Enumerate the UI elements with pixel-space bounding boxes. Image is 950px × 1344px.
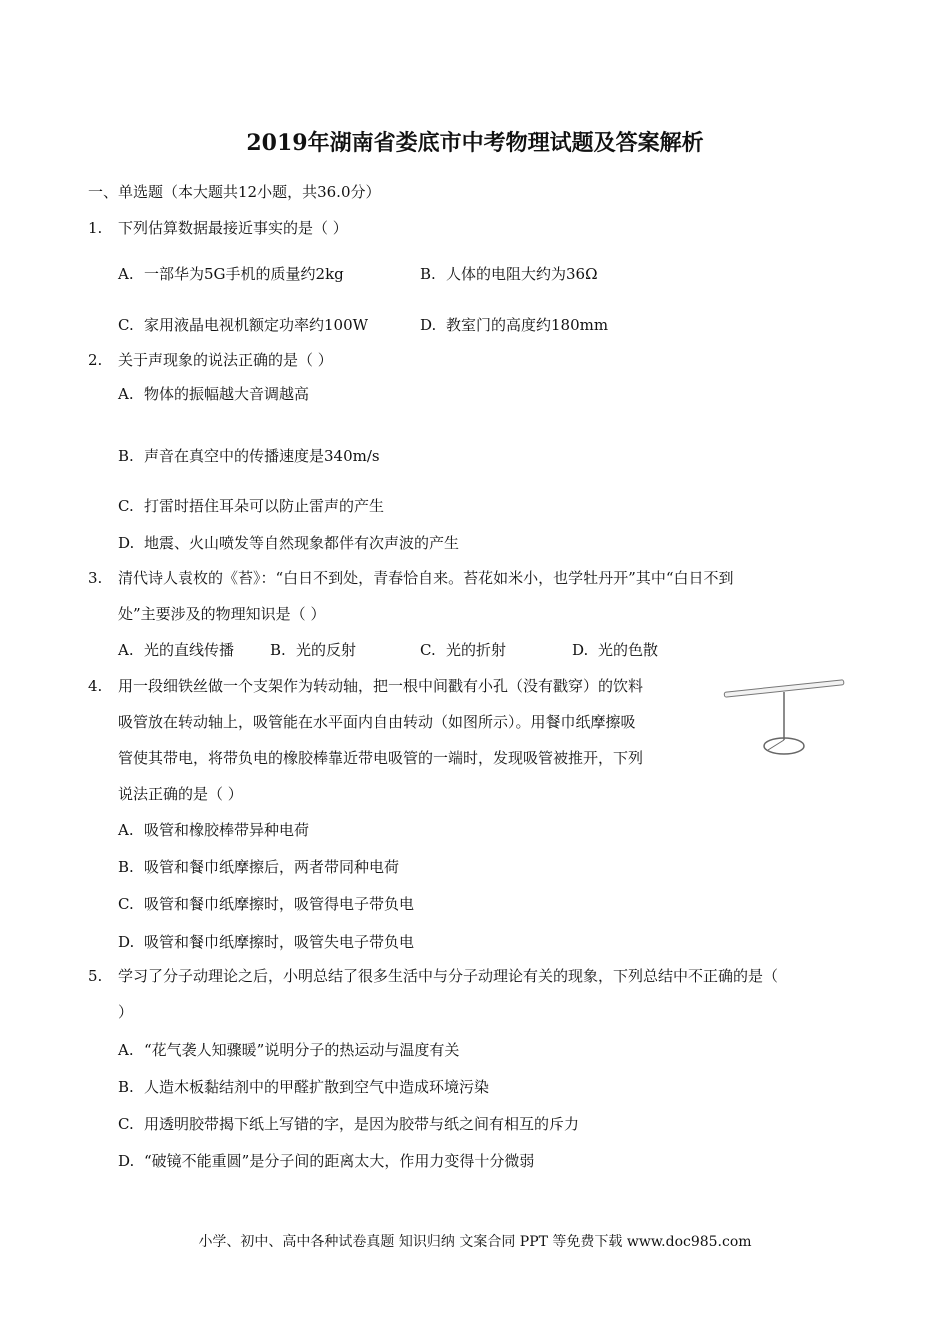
question-4-text-line4: 说法正确的是（ ） [118, 785, 243, 803]
q5-option-d: D. “破镜不能重圆”是分子间的距离太大，作用力变得十分微弱 [118, 1152, 535, 1170]
q1-option-c: C. 家用液晶电视机额定功率约100W [118, 316, 369, 334]
question-1-number: 1. [88, 219, 103, 237]
section-heading: 一、单选题（本大题共12小题，共36.0分） [88, 183, 381, 201]
q2-option-a: A. 物体的振幅越大音调越高 [118, 385, 310, 403]
question-3-text-line1: 清代诗人袁枚的《苔》：“白日不到处，青春恰自来。苔花如米小，也学牡丹开”其中“白日不到 [118, 569, 734, 587]
question-3-number: 3. [88, 569, 103, 587]
question-4-text-line3: 管使其带电，将带负电的橡胶棒靠近带电吸管的一端时，发现吸管被推开，下列 [118, 749, 644, 767]
q5-option-a: A. “花气袭人知骤暖”说明分子的热运动与温度有关 [118, 1041, 460, 1059]
question-4-text-line2: 吸管放在转动轴上，吸管能在水平面内自由转动（如图所示）。用餐巾纸摩擦吸 [118, 713, 636, 731]
question-3-text-line2: 处”主要涉及的物理知识是（ ） [118, 605, 326, 623]
q5-option-c: C. 用透明胶带揭下纸上写错的字，是因为胶带与纸之间有相互的斥力 [118, 1115, 580, 1133]
q5-option-b: B. 人造木板黏结剂中的甲醛扩散到空气中造成环境污染 [118, 1078, 490, 1096]
q4-option-d: D. 吸管和餐巾纸摩擦时，吸管失电子带负电 [118, 933, 415, 951]
q4-option-a: A. 吸管和橡胶棒带异种电荷 [118, 821, 310, 839]
question-2-number: 2. [88, 351, 103, 369]
q2-option-b: B. 声音在真空中的传播速度是340m/s [118, 447, 380, 465]
q1-option-a: A. 一部华为5G手机的质量约2kg [118, 265, 344, 283]
q3-option-a: A. 光的直线传播 [118, 641, 235, 659]
q4-option-b: B. 吸管和餐巾纸摩擦后，两者带同种电荷 [118, 858, 400, 876]
q4-option-c: C. 吸管和餐巾纸摩擦时，吸管得电子带负电 [118, 895, 415, 913]
question-5-text-line1: 学习了分子动理论之后，小明总结了很多生活中与分子动理论有关的现象，下列总结中不正确的是（ [118, 967, 779, 985]
q1-option-b: B. 人体的电阻大约为36Ω [420, 265, 598, 283]
q2-option-d: D. 地震、火山喷发等自然现象都伴有次声波的产生 [118, 534, 460, 552]
page-title: 2019年湖南省娄底市中考物理试题及答案解析 [246, 130, 704, 156]
q2-option-c: C. 打雷时捂住耳朵可以防止雷声的产生 [118, 497, 385, 515]
straw-on-pivot-figure [718, 672, 848, 762]
page-footer: 小学、初中、高中各种试卷真题 知识归纳 文案合同 PPT 等免费下载 www.doc985.com [198, 1234, 752, 1250]
q3-option-c: C. 光的折射 [420, 641, 507, 659]
question-4-number: 4. [88, 677, 103, 695]
question-1-text: 下列估算数据最接近事实的是（ ） [118, 219, 348, 237]
q3-option-b: B. 光的反射 [270, 641, 357, 659]
q3-option-d: D. 光的色散 [572, 641, 659, 659]
question-5-text-line2: ） [118, 1003, 134, 1021]
question-5-number: 5. [88, 967, 103, 985]
question-4-text-line1: 用一段细铁丝做一个支架作为转动轴，把一根中间戳有小孔（没有戳穿）的饮料 [118, 677, 644, 695]
q1-option-d: D. 教室门的高度约180mm [420, 316, 609, 334]
question-2-text: 关于声现象的说法正确的是（ ） [118, 351, 333, 369]
